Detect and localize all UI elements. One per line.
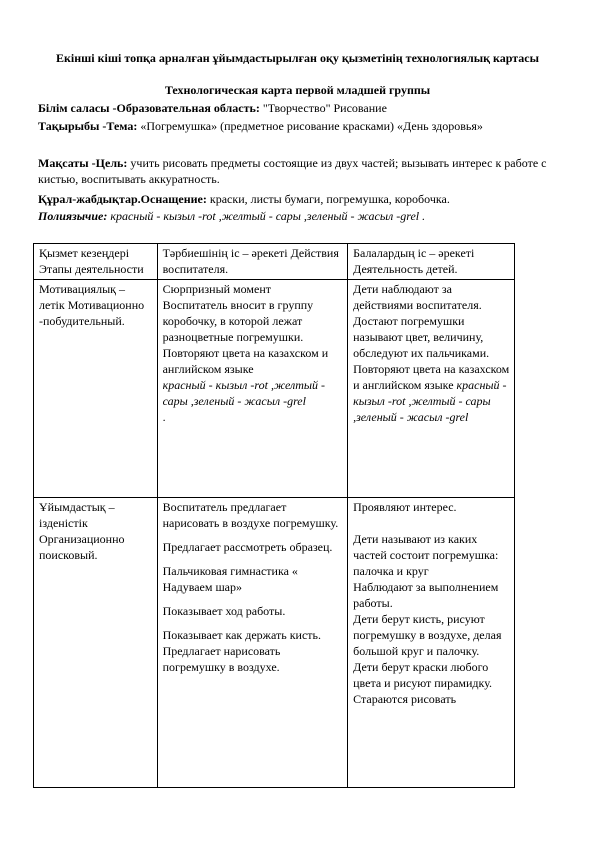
list-item: Дети наблюдают за действиями воспитателя.	[353, 282, 482, 312]
list-item: Пальчиковая гимнастика « Надуваем шар»	[162, 564, 298, 594]
header-stage: Қызмет кезеңдері Этапы деятельности	[34, 244, 158, 280]
stage-organizational: Ұйымдастық – ізденістік Организационно поисковый.	[34, 498, 158, 788]
table-row	[34, 280, 515, 498]
teacher-actions-organizational	[157, 498, 348, 788]
list-item: красный - кызыл -rot ,желтый - сары ,зеленый - жасыл -grel	[162, 378, 325, 408]
area-label: Білім саласы -Образовательная область:	[38, 101, 260, 115]
list-item: Показывает как держать кисть.	[162, 628, 321, 642]
technology-table	[33, 243, 515, 788]
equipment-value: краски, листы бумаги, погремушка, коробочка.	[206, 192, 450, 206]
stage-motivational: Мотивациялық – летік Мотивационно -побудительный.	[34, 280, 158, 498]
children-actions-motivational	[348, 280, 515, 498]
topic-value: «Погремушка» (предметное рисование красками) «День здоровья»	[137, 119, 483, 133]
list-item: красный - кызыл -rot ,желтый - сары ,зеленый - жасыл -grel	[353, 378, 507, 424]
list-item: Дети называют из каких частей состоит погремушка: палочка и круг	[353, 532, 499, 578]
list-item: Дети берут краски любого цвета и рисуют пирамидку.	[353, 660, 492, 690]
goal-value: учить рисовать предметы состоящие из двух частей; вызывать интерес к работе с кистью, воспитывать аккуратность.	[38, 156, 547, 186]
title-kazakh: Екінші кіші топқа арналған ұйымдастырылған оқу қызметінің технологиялық картасы	[55, 51, 540, 65]
list-item: Дети берут кисть, рисуют погремушку в воздухе, делая большой круг и палочку.	[353, 612, 502, 658]
polylingual-label: Полиязычие:	[38, 209, 108, 223]
list-item: Предлагает рассмотреть образец.	[162, 540, 333, 554]
goal-line	[38, 155, 553, 187]
polylingual-line	[38, 208, 553, 224]
list-item: Показывает ход работы.	[162, 604, 286, 618]
list-item: Повторяют цвета на казахском и английском языке	[162, 346, 329, 376]
table-header-row	[34, 244, 515, 280]
list-item: Достают погремушки называют цвет, величину, обследуют их пальчиками.	[353, 314, 490, 360]
list-item: Сюрпризный момент	[162, 282, 272, 296]
list-item: Стараются рисовать	[353, 692, 457, 706]
list-item: .	[162, 410, 166, 424]
header-teacher: Тәрбиешінің іс – әрекеті Действия воспитателя.	[157, 244, 348, 280]
topic-line	[38, 118, 553, 134]
teacher-actions-motivational	[157, 280, 348, 498]
title-russian: Технологическая карта первой младшей группы	[164, 83, 431, 97]
list-item: Воспитатель предлагает нарисовать в воздухе погремушку.	[162, 500, 339, 530]
header-children: Балалардың іс – әрекеті Деятельность детей.	[348, 244, 515, 280]
table-row	[34, 498, 515, 788]
area-line	[38, 100, 553, 116]
polylingual-value: красный - кызыл -rot ,желтый - сары ,зеленый - жасыл -grel .	[107, 209, 426, 223]
goal-label: Мақсаты -Цель:	[38, 156, 128, 170]
children-actions-organizational	[348, 498, 515, 788]
topic-label: Тақырыбы -Тема:	[38, 119, 138, 133]
list-item: Повторяют цвета на казахском и английском языке	[353, 362, 510, 392]
equipment-label: Құрал-жабдықтар.Оснащение:	[38, 192, 207, 206]
area-value: "Творчество" Рисование	[259, 101, 387, 115]
equipment-line	[38, 191, 553, 207]
list-item: Проявляют интерес.	[353, 500, 457, 514]
list-item: Воспитатель вносит в группу коробочку, в которой лежат разноцветные погремушки.	[162, 298, 314, 344]
list-item: Наблюдают за выполнением работы.	[353, 580, 499, 610]
list-item: Предлагает нарисовать погремушку в воздухе.	[162, 644, 281, 674]
